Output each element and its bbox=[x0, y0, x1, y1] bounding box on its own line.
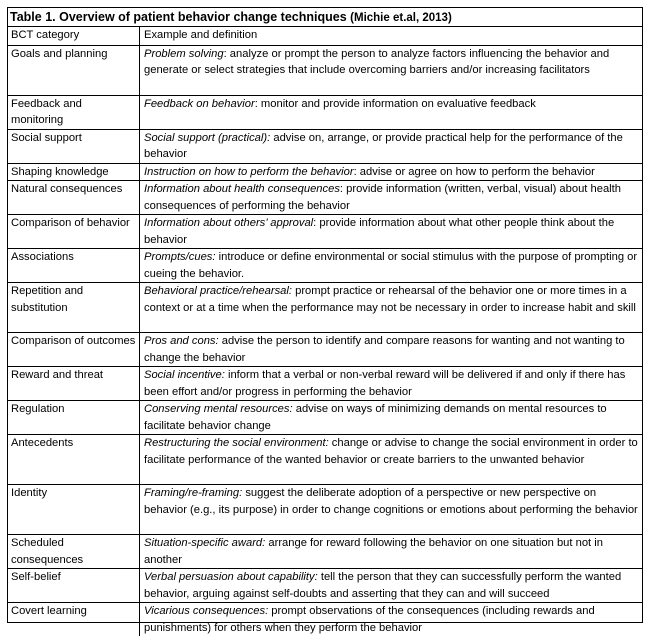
technique-definition: suggest the deliberate adoption of a perspective or new perspective on behavior (e.g., its purpose) in order to change cognitions or emotions about performing the behavior bbox=[144, 487, 638, 516]
table-row bbox=[8, 535, 642, 569]
table-row bbox=[8, 569, 642, 603]
row-category: Antecedents bbox=[8, 435, 140, 485]
table-row bbox=[8, 485, 642, 535]
table-row bbox=[8, 603, 642, 636]
technique-definition: change or advise to change the social environment in order to facilitate performance of the wanted behavior or create barriers to the unwanted behavior bbox=[144, 437, 638, 466]
row-definition bbox=[140, 535, 643, 569]
technique-definition: inform that a verbal or non-verbal reward will be delivered if and only if there has been effort and/or progress in performing the behavior bbox=[144, 369, 625, 398]
row-category: Comparison of outcomes bbox=[8, 333, 140, 367]
row-definition bbox=[140, 129, 643, 163]
row-category: Social support bbox=[8, 129, 140, 163]
table-row bbox=[8, 129, 642, 163]
technique-definition: tell the person that they can successfully perform the wanted behavior, arguing against self-doubts and asserting that they can and will succeed bbox=[144, 571, 621, 600]
table-row bbox=[8, 45, 642, 95]
table-row bbox=[8, 163, 642, 181]
technique-definition: prompt observations of the consequences (including rewards and punishments) for others when they perform the behavior bbox=[144, 605, 595, 634]
row-definition bbox=[140, 249, 643, 283]
table-row bbox=[8, 249, 642, 283]
row-category: Covert learning bbox=[8, 603, 140, 636]
technique-definition: introduce or define environmental or social stimulus with the purpose of prompting or cueing the behavior. bbox=[144, 251, 637, 280]
row-definition bbox=[140, 163, 643, 181]
technique-definition: : advise or agree on how to perform the behavior bbox=[354, 166, 595, 178]
technique-term: Information about others’ approval bbox=[144, 217, 313, 229]
row-definition bbox=[140, 603, 643, 636]
row-definition bbox=[140, 283, 643, 333]
row-definition bbox=[140, 215, 643, 249]
row-definition bbox=[140, 333, 643, 367]
technique-definition: : provide information about what other people think about the behavior bbox=[144, 217, 614, 246]
row-category: Repetition and substitution bbox=[8, 283, 140, 333]
table-row bbox=[8, 283, 642, 333]
technique-term: Information about health consequences bbox=[144, 183, 340, 195]
table-row bbox=[8, 181, 642, 215]
technique-definition: : monitor and provide information on evaluative feedback bbox=[255, 98, 536, 110]
technique-term: Situation-specific award: bbox=[144, 537, 265, 549]
row-category: Shaping knowledge bbox=[8, 163, 140, 181]
table-row bbox=[8, 401, 642, 435]
table-row bbox=[8, 95, 642, 129]
table-citation: (Michie et.al, 2013) bbox=[350, 12, 452, 24]
technique-definition: advise the person to identify and compare reasons for wanting and not wanting to change the behavior bbox=[144, 335, 625, 364]
row-definition bbox=[140, 569, 643, 603]
header-definition: Example and definition bbox=[140, 27, 643, 45]
row-category: Feedback and monitoring bbox=[8, 95, 140, 129]
technique-term: Prompts/cues: bbox=[144, 251, 216, 263]
row-definition bbox=[140, 45, 643, 95]
technique-definition: : analyze or prompt the person to analyze factors influencing the behavior and generate or select strategies that include overcoming barriers and/or increasing facilitators bbox=[144, 48, 609, 77]
row-category: Associations bbox=[8, 249, 140, 283]
technique-term: Framing/re-framing: bbox=[144, 487, 242, 499]
technique-term: Instruction on how to perform the behavior bbox=[144, 166, 354, 178]
row-category: Self-belief bbox=[8, 569, 140, 603]
table-row bbox=[8, 333, 642, 367]
table-title bbox=[8, 8, 642, 27]
table-row bbox=[8, 215, 642, 249]
row-category: Reward and threat bbox=[8, 367, 140, 401]
technique-definition: advise on ways of minimizing demands on mental resources to facilitate behavior change bbox=[144, 403, 607, 432]
technique-definition: : provide information (written, verbal, visual) about health consequences of performing the behavior bbox=[144, 183, 621, 212]
technique-term: Pros and cons: bbox=[144, 335, 219, 347]
header-row bbox=[8, 27, 642, 45]
technique-term: Social incentive: bbox=[144, 369, 225, 381]
technique-definition: prompt practice or rehearsal of the behavior one or more times in a context or at a time when the performance may not be necessary in order to increase habit and skill bbox=[144, 285, 636, 314]
row-category: Identity bbox=[8, 485, 140, 535]
row-category: Natural consequences bbox=[8, 181, 140, 215]
bct-grid bbox=[8, 27, 642, 636]
technique-definition: advise on, arrange, or provide practical help for the performance of the behavior bbox=[144, 132, 623, 161]
row-definition bbox=[140, 181, 643, 215]
row-definition bbox=[140, 485, 643, 535]
technique-definition: arrange for reward following the behavior on one situation but not in another bbox=[144, 537, 603, 566]
bct-table bbox=[7, 7, 643, 623]
technique-term: Verbal persuasion about capability: bbox=[144, 571, 318, 583]
table-row bbox=[8, 435, 642, 485]
row-definition bbox=[140, 95, 643, 129]
row-category: Scheduled consequences bbox=[8, 535, 140, 569]
row-category: Goals and planning bbox=[8, 45, 140, 95]
row-category: Comparison of behavior bbox=[8, 215, 140, 249]
technique-term: Vicarious consequences: bbox=[144, 605, 268, 617]
row-definition bbox=[140, 401, 643, 435]
row-definition bbox=[140, 367, 643, 401]
technique-term: Restructuring the social environment: bbox=[144, 437, 329, 449]
technique-term: Problem solving bbox=[144, 48, 224, 60]
row-definition bbox=[140, 435, 643, 485]
table-row bbox=[8, 367, 642, 401]
technique-term: Social support (practical): bbox=[144, 132, 270, 144]
row-category: Regulation bbox=[8, 401, 140, 435]
header-category: BCT category bbox=[8, 27, 140, 45]
technique-term: Feedback on behavior bbox=[144, 98, 255, 110]
technique-term: Conserving mental resources: bbox=[144, 403, 293, 415]
table-title-text: Table 1. Overview of patient behavior change techniques bbox=[10, 10, 347, 24]
technique-term: Behavioral practice/rehearsal: bbox=[144, 285, 292, 297]
